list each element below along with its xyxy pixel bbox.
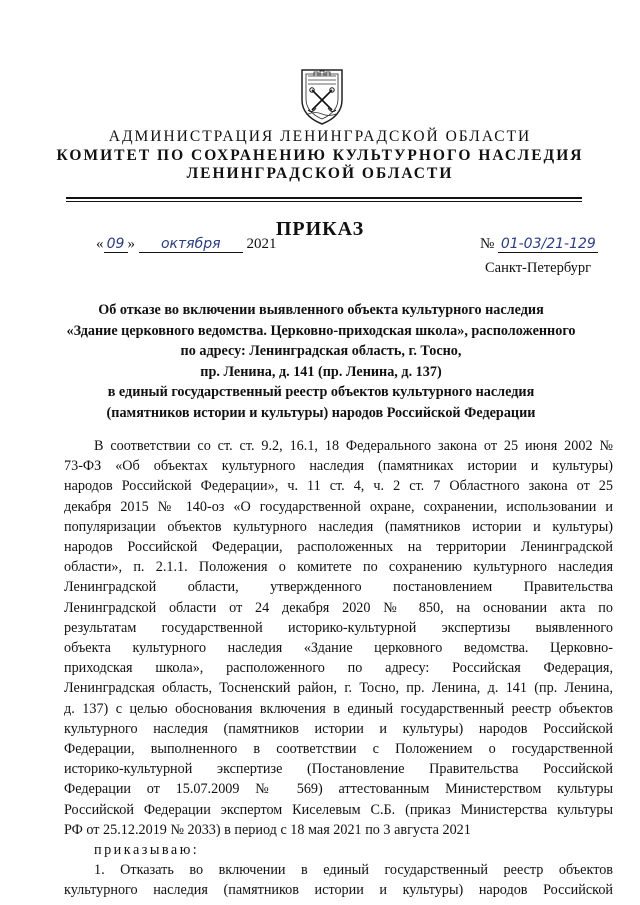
body-line: культурного наследия (памятников истории и культуры) народов Российской [64, 720, 613, 737]
body-line: Российской Федерации экспертом Киселевым С.Б. (приказ Министерства культуры [64, 801, 613, 818]
order-word: приказываю: [94, 842, 200, 859]
document-number [480, 236, 598, 253]
subject-line: (памятников истории и культуры) народов Российской Федерации [106, 404, 536, 421]
body-line: Федерации от 15.07.2009 № 569) аттестованным Министерством культуры [64, 781, 613, 798]
subject-line: пр. Ленина, д. 141 (пр. Ленина, д. 137) [200, 363, 442, 380]
date-month: октября [139, 236, 243, 253]
subject-line: в единый государственный реестр объектов культурного наследия [107, 384, 535, 401]
body-line: Ленинградская область, Тосненский район, г. Тосно, пр. Ленина, д. 141 (пр. Ленина, [64, 680, 613, 697]
body-line: декабря 2015 № 140-оз «О государственной охране, сохранении, использовании и [64, 498, 613, 515]
subject-line: Об отказе во включении выявленного объекта культурного наследия [98, 302, 544, 318]
coat-of-arms-emblem [298, 64, 346, 126]
body-line: народов Российской Федерации, расположенных на территории Ленинградской [64, 539, 613, 556]
subject-line: «Здание церковного ведомства. Церковно-приходская школа», расположенного [66, 322, 576, 339]
organization-name-line-2: КОМИТЕТ ПО СОХРАНЕНИЮ КУЛЬТУРНОГО НАСЛЕДИЯ [56, 147, 584, 164]
body-line: народов Российской Федерации», ч. 11 ст. 4, ч. 2 ст. 7 Областного закона от 25 [64, 478, 613, 495]
body-line: объекта культурного наследия «Здание церковного ведомства. Церковно- [64, 640, 613, 657]
body-line: РФ от 25.12.2019 № 2033) в период с 18 мая 2021 по 3 августа 2021 [64, 821, 471, 838]
header-divider-thin [66, 201, 582, 202]
body-line: области», п. 2.1.1. Положения о комитете по сохранению культурного наследия [64, 559, 613, 576]
body-line: Федерации, выполненного в соответствии с Положением о государственной [64, 741, 613, 758]
body-line: результатам государственной историко-культурной экспертизы выявленного [64, 619, 613, 636]
body-line: приходская школа», расположенного по адресу: Российская Федерация, [64, 660, 613, 677]
header-divider-thick [66, 197, 582, 199]
date-day: 09 [104, 236, 128, 253]
number-prefix: № [480, 236, 495, 252]
document-title: ПРИКАЗ [275, 218, 365, 240]
subject-line: по адресу: Ленинградская область, г. Тосно, [180, 343, 462, 360]
date-year: 2021 [246, 236, 277, 252]
order-item-1-line: 1. Отказать во включении в единый государственный реестр объектов [94, 862, 613, 879]
document-body [64, 436, 613, 901]
body-line: историко-культурной экспертизе (Постановление Правительства Российской [64, 761, 613, 778]
document-subject [60, 300, 582, 424]
document-date [96, 236, 277, 253]
number-value: 01-03/21-129 [498, 236, 598, 253]
body-line: д. 137) с целью обоснования включения в единый государственный реестр объектов [64, 700, 613, 717]
body-line: 73-ФЗ «Об объектах культурного наследия (памятниках истории и культуры) [64, 458, 613, 475]
body-line: В соответствии со ст. ст. 9.2, 16.1, 18 Федерального закона от 25 июня 2002 № [94, 438, 613, 454]
document-city: Санкт-Петербург [485, 260, 592, 276]
date-open-quote: « [96, 236, 104, 252]
body-line: популяризации объектов культурного наследия (памятников истории и культуры) [64, 518, 613, 535]
body-line: Ленинградской области от 24 декабря 2020 № 850, на основании акта по [64, 599, 613, 616]
organization-name-line-3: ЛЕНИНГРАДСКОЙ ОБЛАСТИ [186, 165, 454, 182]
order-item-1-line: культурного наследия (памятников истории и культуры) народов Российской [64, 882, 613, 899]
body-line: Ленинградской области, утвержденного постановлением Правительства [64, 579, 613, 596]
organization-name-line-1: АДМИНИСТРАЦИЯ ЛЕНИНГРАДСКОЙ ОБЛАСТИ [108, 128, 532, 145]
date-close-quote: » [127, 236, 135, 252]
